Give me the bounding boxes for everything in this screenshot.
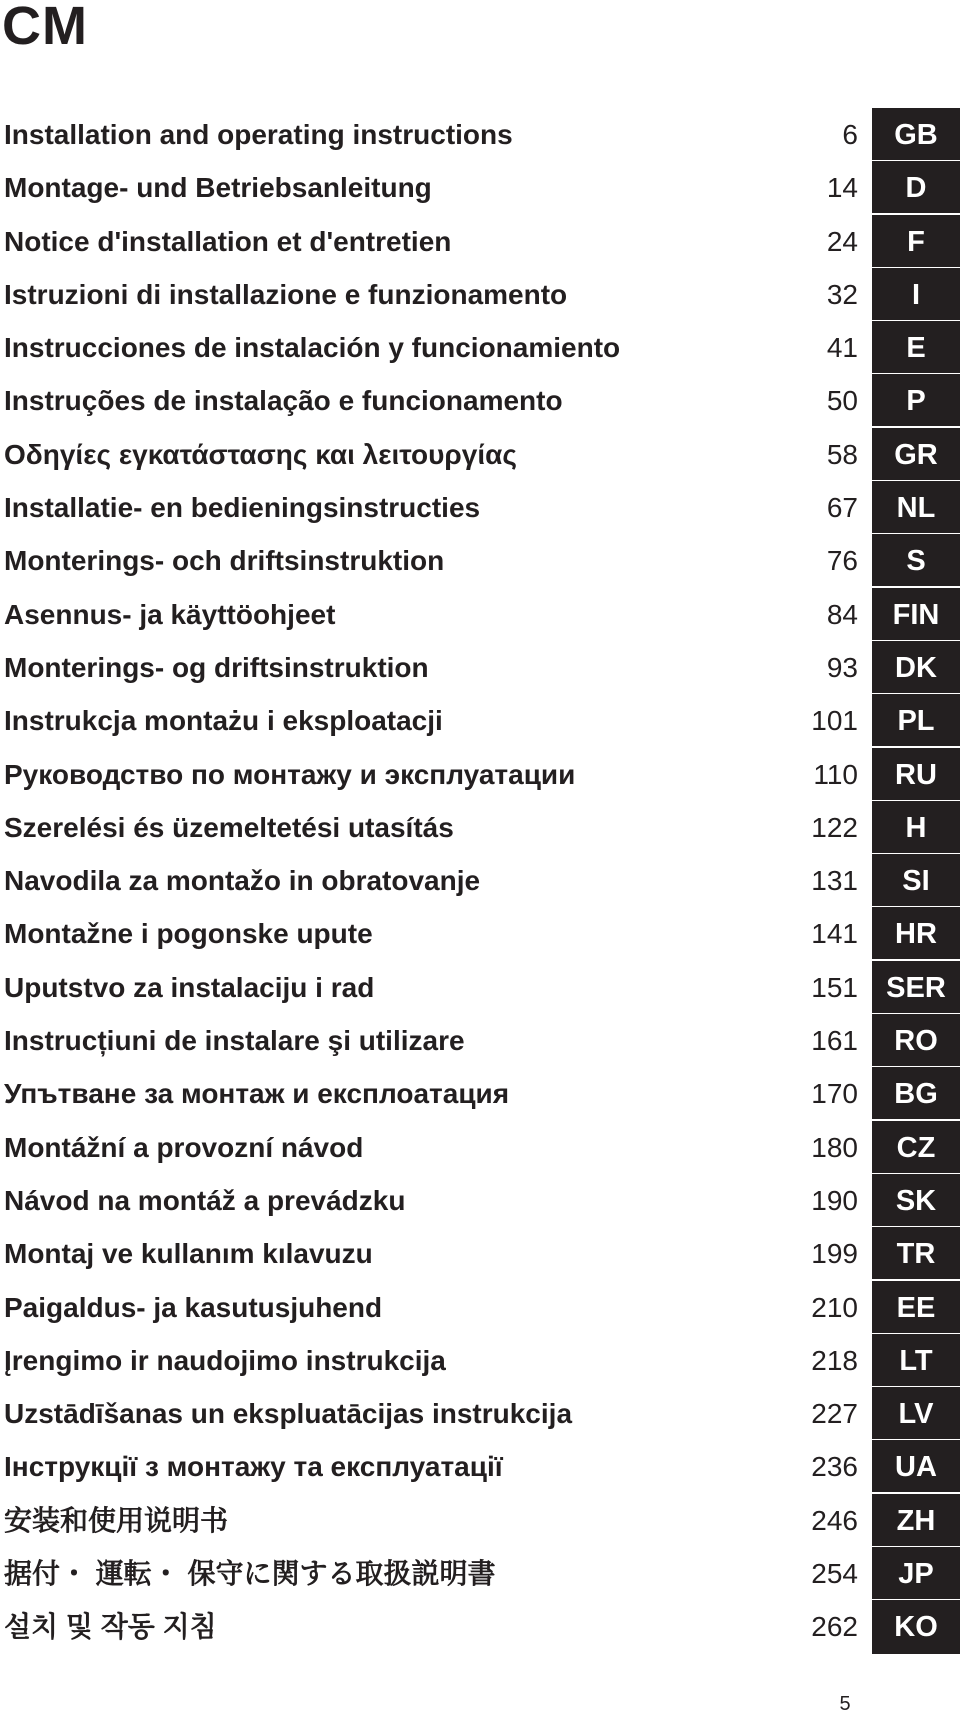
toc-title: Návod na montáž a prevádzku — [4, 1184, 406, 1216]
language-tab: F — [872, 215, 960, 267]
toc-page-number: 199 — [811, 1238, 858, 1270]
toc-page-number: 254 — [811, 1558, 858, 1590]
language-tab: RO — [872, 1014, 960, 1066]
toc-page-number: 41 — [826, 332, 858, 364]
language-tab: RU — [872, 748, 960, 800]
language-tab: LT — [872, 1334, 960, 1386]
toc-page-number: 180 — [811, 1131, 858, 1163]
language-tab: ZH — [872, 1494, 960, 1546]
toc-page-number: 76 — [826, 545, 858, 577]
language-tab: EE — [872, 1281, 960, 1333]
toc-page-number: 210 — [811, 1291, 858, 1323]
toc-page-number: 170 — [811, 1078, 858, 1110]
toc-page-number: 50 — [826, 385, 858, 417]
toc-title: Instruções de instalação e funcionamento — [4, 385, 563, 417]
language-tab: SI — [872, 854, 960, 906]
language-tab: D — [872, 161, 960, 213]
toc-page-number: 246 — [811, 1504, 858, 1536]
language-tab: TR — [872, 1227, 960, 1279]
language-tab: GR — [872, 428, 960, 480]
toc-row — [0, 694, 960, 747]
toc-title: Montažne i pogonske upute — [4, 918, 373, 950]
toc-row — [0, 1547, 960, 1600]
toc-title: Monterings- och driftsinstruktion — [4, 545, 445, 577]
language-tab: SER — [872, 961, 960, 1013]
toc-title: Notice d'installation et d'entretien — [4, 225, 452, 257]
toc-row — [0, 1014, 960, 1067]
page-number: 5 — [839, 1693, 851, 1715]
toc-title: Szerelési és üzemeltetési utasítás — [4, 811, 454, 843]
language-tab: E — [872, 321, 960, 373]
toc-row — [0, 374, 960, 427]
toc-title: Paigaldus- ja kasutusjuhend — [4, 1291, 383, 1323]
toc-page-number: 101 — [811, 705, 858, 737]
toc-title: 据付・ 運転・ 保守に関する取扱説明書 — [4, 1558, 496, 1590]
language-tab: PL — [872, 694, 960, 746]
toc-page-number: 6 — [842, 119, 858, 150]
language-tab: S — [872, 534, 960, 586]
toc-title: 安装和使用说明书 — [4, 1504, 229, 1536]
toc-row — [0, 481, 960, 534]
toc-row — [0, 801, 960, 854]
language-tab: KO — [872, 1600, 960, 1653]
toc-title: Руководство по монтажу и эксплуатации — [4, 758, 576, 790]
toc-row — [0, 641, 960, 694]
toc-title: Navodila za montažo in obratovanje — [4, 865, 481, 897]
language-tab: I — [872, 268, 960, 320]
language-tab: HR — [872, 907, 960, 959]
toc-row — [0, 1281, 960, 1334]
toc-title: Montážní a provozní návod — [4, 1131, 364, 1163]
toc-row — [0, 1121, 960, 1174]
toc-row — [0, 534, 960, 587]
language-tab: CZ — [872, 1121, 960, 1173]
toc-title: Instrucciones de instalación y funcionamiento — [4, 332, 621, 364]
toc-row — [0, 428, 960, 481]
language-tab: LV — [872, 1387, 960, 1439]
language-tab: H — [872, 801, 960, 853]
language-tab: DK — [872, 641, 960, 693]
toc-row — [0, 1067, 960, 1120]
toc-row — [0, 854, 960, 907]
toc-title: Istruzioni di installazione e funzionamento — [4, 278, 568, 310]
toc-page-number: 190 — [811, 1184, 858, 1216]
toc-row — [0, 321, 960, 374]
toc-page-number: 93 — [826, 651, 858, 683]
toc-page-number: 262 — [811, 1611, 858, 1643]
document-code: CM — [2, 0, 88, 56]
language-tab: JP — [872, 1547, 960, 1599]
language-tab: FIN — [872, 588, 960, 640]
toc-title: Упътване за монтаж и експлоатация — [4, 1078, 510, 1110]
toc-title: Instrucțiuni de instalare şi utilizare — [4, 1025, 465, 1057]
toc-title: Uputstvo za instalaciju i rad — [4, 971, 375, 1003]
language-tab: SK — [872, 1174, 960, 1226]
toc-page-number: 84 — [826, 598, 858, 630]
toc-row — [0, 1440, 960, 1493]
toc-row — [0, 961, 960, 1014]
toc-row — [0, 108, 960, 161]
language-tab: BG — [872, 1067, 960, 1119]
table-of-contents — [0, 108, 960, 1654]
toc-row — [0, 1387, 960, 1440]
toc-page-number: 58 — [826, 438, 858, 470]
toc-title: Інструкції з монтажу та експлуатації — [4, 1451, 503, 1483]
toc-title: Uzstādīšanas un ekspluatācijas instrukcija — [4, 1398, 573, 1430]
toc-title: Installation and operating instructions — [4, 119, 513, 150]
toc-page-number: 236 — [811, 1451, 858, 1483]
toc-row — [0, 268, 960, 321]
toc-page-number: 67 — [826, 492, 858, 524]
toc-page-number: 14 — [826, 172, 858, 204]
toc-page-number: 24 — [826, 225, 858, 257]
toc-row — [0, 1174, 960, 1227]
toc-page-number: 141 — [811, 918, 858, 950]
toc-row — [0, 907, 960, 960]
toc-title: Monterings- og driftsinstruktion — [4, 651, 429, 683]
toc-title: 설치 및 작동 지침 — [4, 1611, 217, 1643]
toc-page-number: 110 — [813, 758, 858, 790]
toc-row — [0, 588, 960, 641]
toc-page-number: 227 — [811, 1398, 858, 1430]
toc-page-number: 131 — [811, 865, 858, 897]
language-tab: NL — [872, 481, 960, 533]
toc-page-number: 218 — [811, 1344, 858, 1376]
language-tab: P — [872, 374, 960, 426]
toc-row — [0, 748, 960, 801]
toc-title: Instrukcja montażu i eksploatacji — [4, 705, 443, 737]
toc-page-number: 151 — [811, 971, 858, 1003]
toc-row — [0, 1494, 960, 1547]
toc-row — [0, 1227, 960, 1280]
toc-row — [0, 215, 960, 268]
toc-page-number: 122 — [811, 811, 858, 843]
toc-row — [0, 1600, 960, 1653]
toc-row — [0, 1334, 960, 1387]
toc-title: Montage- und Betriebsanleitung — [4, 172, 432, 204]
language-tab: UA — [872, 1440, 960, 1492]
toc-row — [0, 161, 960, 214]
toc-title: Installatie- en bedieningsinstructies — [4, 492, 481, 524]
toc-page-number: 32 — [826, 278, 858, 310]
toc-title: Οδηγίες εγκατάστασης και λειτουργίας — [4, 438, 517, 470]
toc-title: Asennus- ja käyttöohjeet — [4, 598, 336, 630]
toc-page-number: 161 — [811, 1025, 858, 1057]
language-tab: GB — [872, 108, 960, 160]
toc-title: Montaj ve kullanım kılavuzu — [4, 1238, 373, 1270]
toc-title: Įrengimo ir naudojimo instrukcija — [4, 1344, 446, 1376]
